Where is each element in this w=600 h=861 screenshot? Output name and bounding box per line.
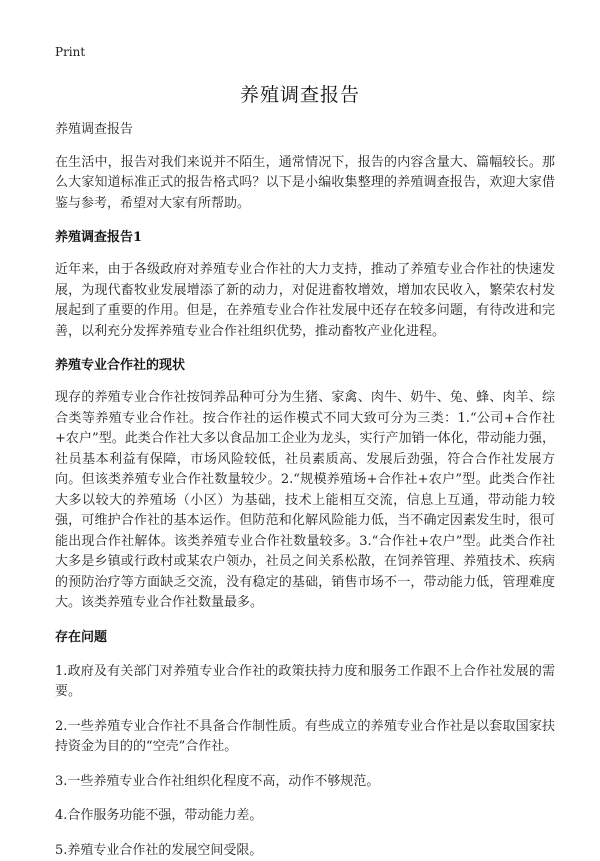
document-subtitle: 养殖调查报告 <box>55 120 555 141</box>
page-title: 养殖调查报告 <box>0 80 600 107</box>
spacer <box>55 141 555 153</box>
section-heading-status: 养殖专业合作社的现状 <box>55 356 555 376</box>
problem-item-2: 2.一些养殖专业合作社不具备合作制性质。有些成立的养殖专业合作社是以套取国家扶持资金为目的的“空壳”合作社。 <box>55 717 555 758</box>
spacer <box>55 248 555 260</box>
intro-paragraph: 在生活中，报告对我们来说并不陌生，通常情况下，报告的内容含量大、篇幅较长。那么大家知道标准正式的报告格式吗？以下是小编收集整理的养殖调查报告，欢迎大家借鉴与参考，希望对大家有所帮助。 <box>55 153 555 215</box>
section-heading-problems: 存在问题 <box>55 628 555 648</box>
spacer <box>55 376 555 388</box>
spacer <box>55 758 555 772</box>
spacer <box>55 614 555 628</box>
spacer <box>55 827 555 841</box>
spacer <box>55 792 555 806</box>
problem-item-3: 3.一些养殖专业合作社组织化程度不高，动作不够规范。 <box>55 772 555 793</box>
section-paragraph-report-1: 近年来，由于各级政府对养殖专业合作社的大力支持，推动了养殖专业合作社的快速发展，为现代畜牧业发展增添了新的动力，对促进畜牧增效，增加农民收入，繁荣农村发展起到了重要的作用。但是，在养殖专业合作社发展中还存在较多问题，有待改进和完善，以利充分发挥养殖专业合作社组织优势，推动畜牧产业化进程。 <box>55 260 555 342</box>
problem-item-1: 1.政府及有关部门对养殖专业合作社的政策扶持力度和服务工作跟不上合作社发展的需要。 <box>55 662 555 703</box>
document-body <box>55 120 555 861</box>
section-heading-report-1: 养殖调查报告1 <box>55 228 555 248</box>
spacer <box>55 648 555 662</box>
section-paragraph-status: 现存的养殖专业合作社按饲养品种可分为生猪、家禽、肉牛、奶牛、兔、蜂、肉羊、综合类等养殖专业合作社。按合作社的运作模式不同大致可分为三类：1.“公司+合作社+农户”型。此类合作社大多以食品加工企业为龙头，实行产加销一体化，带动能力强，社员基本利益有保障，市场风险较低，社员素质高、发展后劲强，符合合作社发展方向。但该类养殖专业合作社数量较少。2.“规模养殖场+合作社+农户”型。此类合作社大多以较大的养殖场（小区）为基础，技术上能相互交流，信息上互通，带动能力较强，可维护合作社的基本运作。但防范和化解风险能力低，当不确定因素发生时，很可能出现合作社解体。该类养殖专业合作社数量较多。3.“合作社+农户”型。此类合作社大多是乡镇或行政村或某农户领办，社员之间关系松散，在饲养管理、养殖技术、疾病的预防治疗等方面缺乏交流，没有稳定的基础，销售市场不一，带动能力低，管理难度大。该类养殖专业合作社数量最多。 <box>55 388 555 614</box>
spacer <box>55 214 555 228</box>
problem-item-4: 4.合作服务功能不强，带动能力差。 <box>55 806 555 827</box>
print-label: Print <box>55 45 85 59</box>
problem-item-5: 5.养殖专业合作社的发展空间受限。 <box>55 841 555 861</box>
spacer <box>55 342 555 356</box>
spacer <box>55 703 555 717</box>
